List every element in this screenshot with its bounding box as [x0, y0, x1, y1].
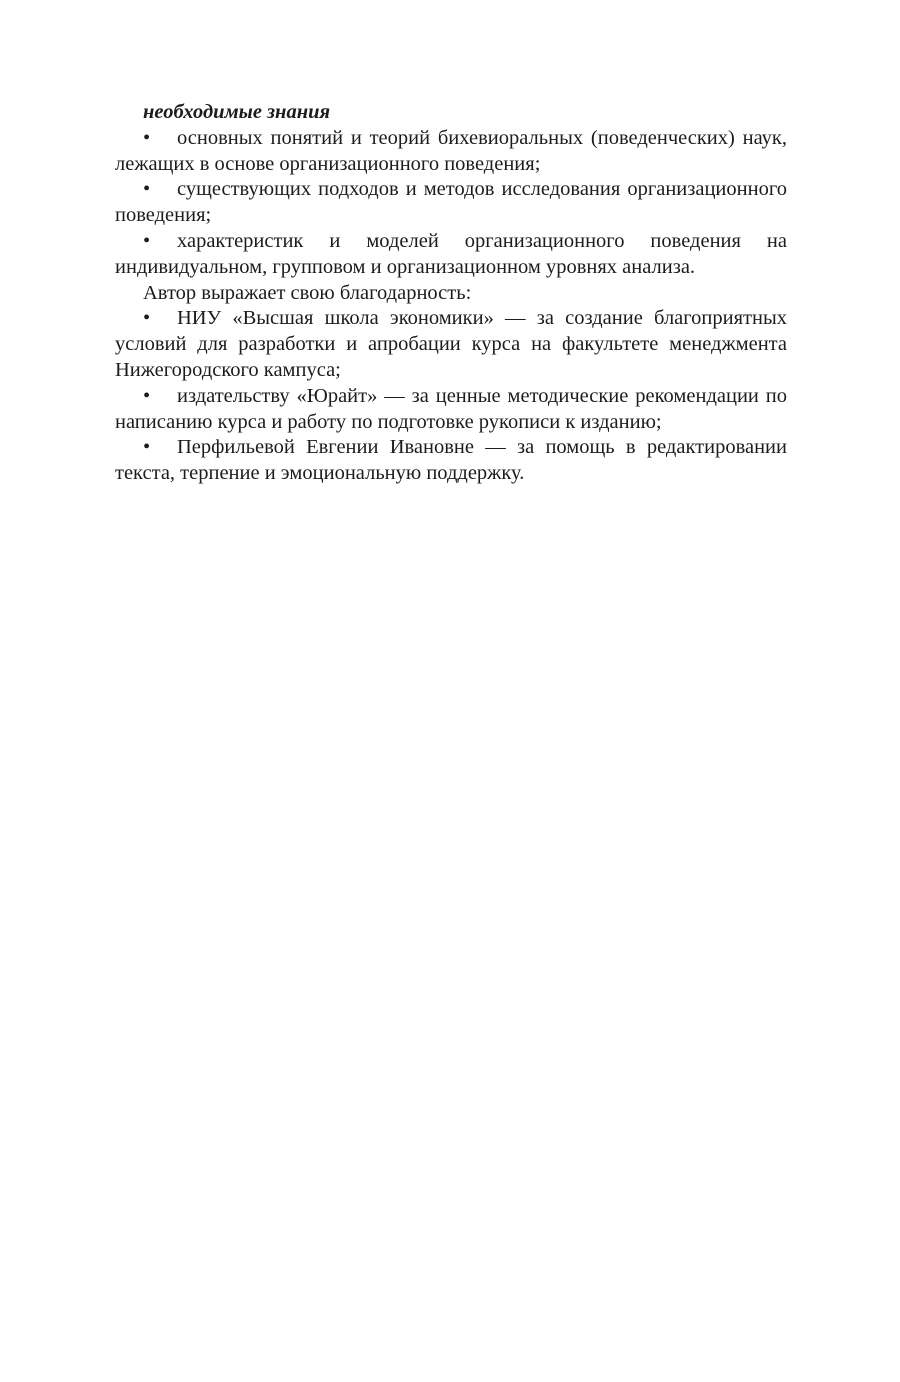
document-page	[115, 100, 787, 487]
section-heading: необходимые знания	[143, 101, 331, 123]
list-item	[115, 306, 787, 383]
bullet-icon: •	[143, 229, 151, 252]
bullet-icon: •	[143, 178, 151, 201]
list-item	[115, 229, 787, 281]
list-item-text: НИУ «Высшая школа экономики» — за создание благоприятных условий для разработки и апробации курса на факультете менеджмента Нижегородского кампуса;	[115, 307, 787, 381]
bullet-icon: •	[143, 307, 151, 330]
list-item-text: характеристик и моделей организационного поведения на индивидуальном, групповом и организационном уровнях анализа.	[115, 229, 787, 278]
list-item	[115, 435, 787, 487]
bullet-icon: •	[143, 384, 151, 407]
list-item	[115, 177, 787, 229]
bullet-icon: •	[143, 126, 151, 149]
list-item	[115, 126, 787, 178]
list-item-text: основных понятий и теорий бихевиоральных (поведенческих) наук, лежащих в основе организационного поведения;	[115, 126, 787, 175]
list-item-text: Перфильевой Евгении Ивановне — за помощь в редактировании текста, терпение и эмоциональную поддержку.	[115, 436, 787, 485]
acknowledgements-intro: Автор выражает свою благодарность:	[143, 281, 472, 304]
list-item	[115, 384, 787, 436]
bullet-icon: •	[143, 436, 151, 459]
list-item-text: издательству «Юрайт» — за ценные методические рекомендации по написанию курса и работу по подготовке рукописи к изданию;	[115, 384, 787, 433]
list-item-text: существующих подходов и методов исследования организационного поведения;	[115, 178, 787, 227]
